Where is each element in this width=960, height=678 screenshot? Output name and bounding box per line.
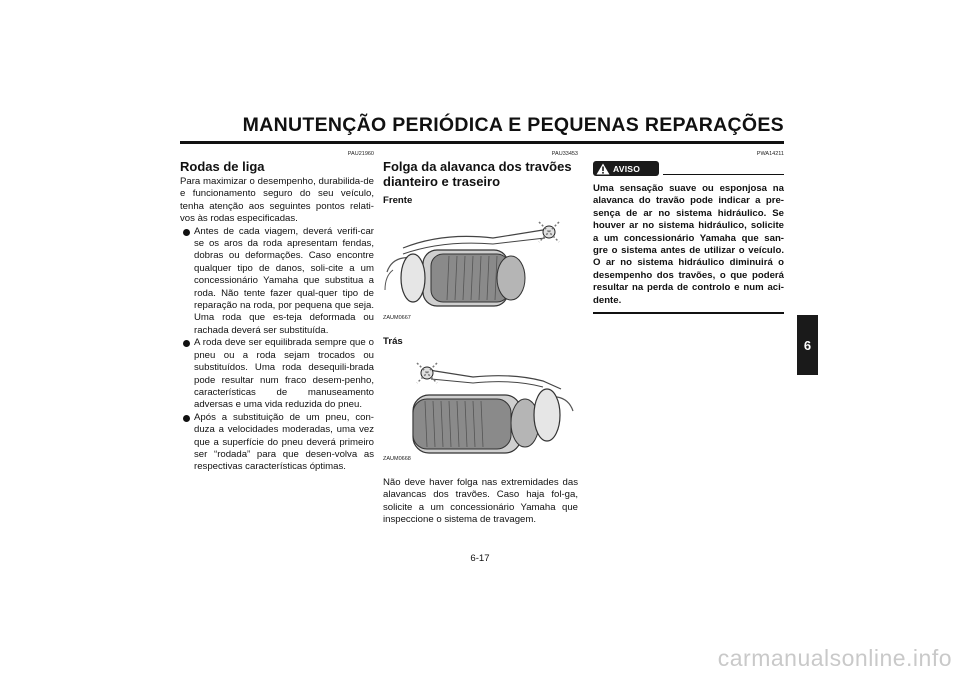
list-item-text: A roda deve ser equilibrada sempre que o pneu ou a roda sejam trocados ou substituídos. Uma roda desequili-brada pode resultar num fraco desem-penho, características de manuseamento adversas e uma vida reduzida do pneu. bbox=[194, 337, 374, 411]
page-number: 6-17 bbox=[470, 553, 490, 564]
rear-label: Trás bbox=[383, 336, 403, 347]
figure-code: ZAUM0668 bbox=[383, 456, 411, 462]
alloy-wheels-section bbox=[180, 150, 374, 474]
list-item-text: Após a substituição de um pneu, con-duza a velocidades moderadas, uma vez que a superfície do pneu deverá primeiro ser “rodada” para que desen-volva as respectivas características óptimas. bbox=[194, 411, 374, 473]
warning-text: Uma sensação suave ou esponjosa na alavanca do travão pode indicar a pre-sença de ar no sistema hidráulico. Se houver ar no sistema hidráulico, solicite a um concessionário Yamaha que san-gre o sistema antes de utilizar o veículo. O ar no sistema hidráulico diminuirá o desempenho dos travões, o que poderá resultar na perda de controlo e num aci-dente. bbox=[593, 183, 784, 306]
bullet-icon bbox=[183, 340, 190, 347]
bullet-icon bbox=[183, 415, 190, 422]
section-code: PAU33453 bbox=[551, 151, 578, 157]
front-label: Frente bbox=[383, 195, 413, 206]
watermark: carmanualsonline.info bbox=[717, 645, 952, 671]
warning-section bbox=[593, 150, 784, 314]
header-rule bbox=[180, 141, 784, 144]
figure-code: ZAUM0667 bbox=[383, 315, 411, 321]
warning-badge bbox=[593, 161, 659, 176]
body-paragraph: Não deve haver folga nas extremidades das alavancas dos travões. Caso haja fol-ga, solicite a um concessionário Yamaha que inspeccione o sistema de travagem. bbox=[383, 477, 578, 526]
bullet-list bbox=[180, 226, 374, 474]
section-code: PWA14211 bbox=[756, 151, 784, 157]
intro-paragraph: Para maximizar o desempenho, durabilida-de e funcionamento seguro do seu veículo, tenha atenção aos seguintes pontos relati-vos às rodas especificadas. bbox=[180, 176, 374, 225]
list-item bbox=[180, 412, 374, 474]
warning-triangle-icon bbox=[596, 163, 610, 175]
chapter-tab: 6 bbox=[797, 315, 818, 375]
list-item bbox=[180, 337, 374, 411]
list-item bbox=[180, 226, 374, 338]
page-title: MANUTENÇÃO PERIÓDICA E PEQUENAS REPARAÇÕES bbox=[242, 114, 784, 136]
list-item-text: Antes de cada viagem, deverá verifi-car se os aros da roda apresentam fendas, dobras ou deformações. Caso encontre qualquer tipo de danos, soli-cite a um concessionário Yamaha que substitua a roda. Não tente fazer qual-quer tipo de reparação na roda, por pequena que seja. Uma roda que es-teja deformada ou rachada deverá ser substituída. bbox=[194, 225, 374, 336]
warning-header bbox=[593, 161, 784, 181]
warning-label: AVISO bbox=[613, 163, 641, 174]
brake-lever-section bbox=[383, 150, 578, 527]
bullet-icon bbox=[183, 229, 190, 236]
section-heading: Rodas de liga bbox=[180, 159, 265, 174]
warning-end-rule bbox=[593, 312, 784, 314]
section-code: PAU21960 bbox=[347, 151, 374, 157]
warning-rule bbox=[663, 174, 784, 175]
section-heading: Folga da alavanca dos travões dianteiro e traseiro bbox=[383, 159, 572, 189]
